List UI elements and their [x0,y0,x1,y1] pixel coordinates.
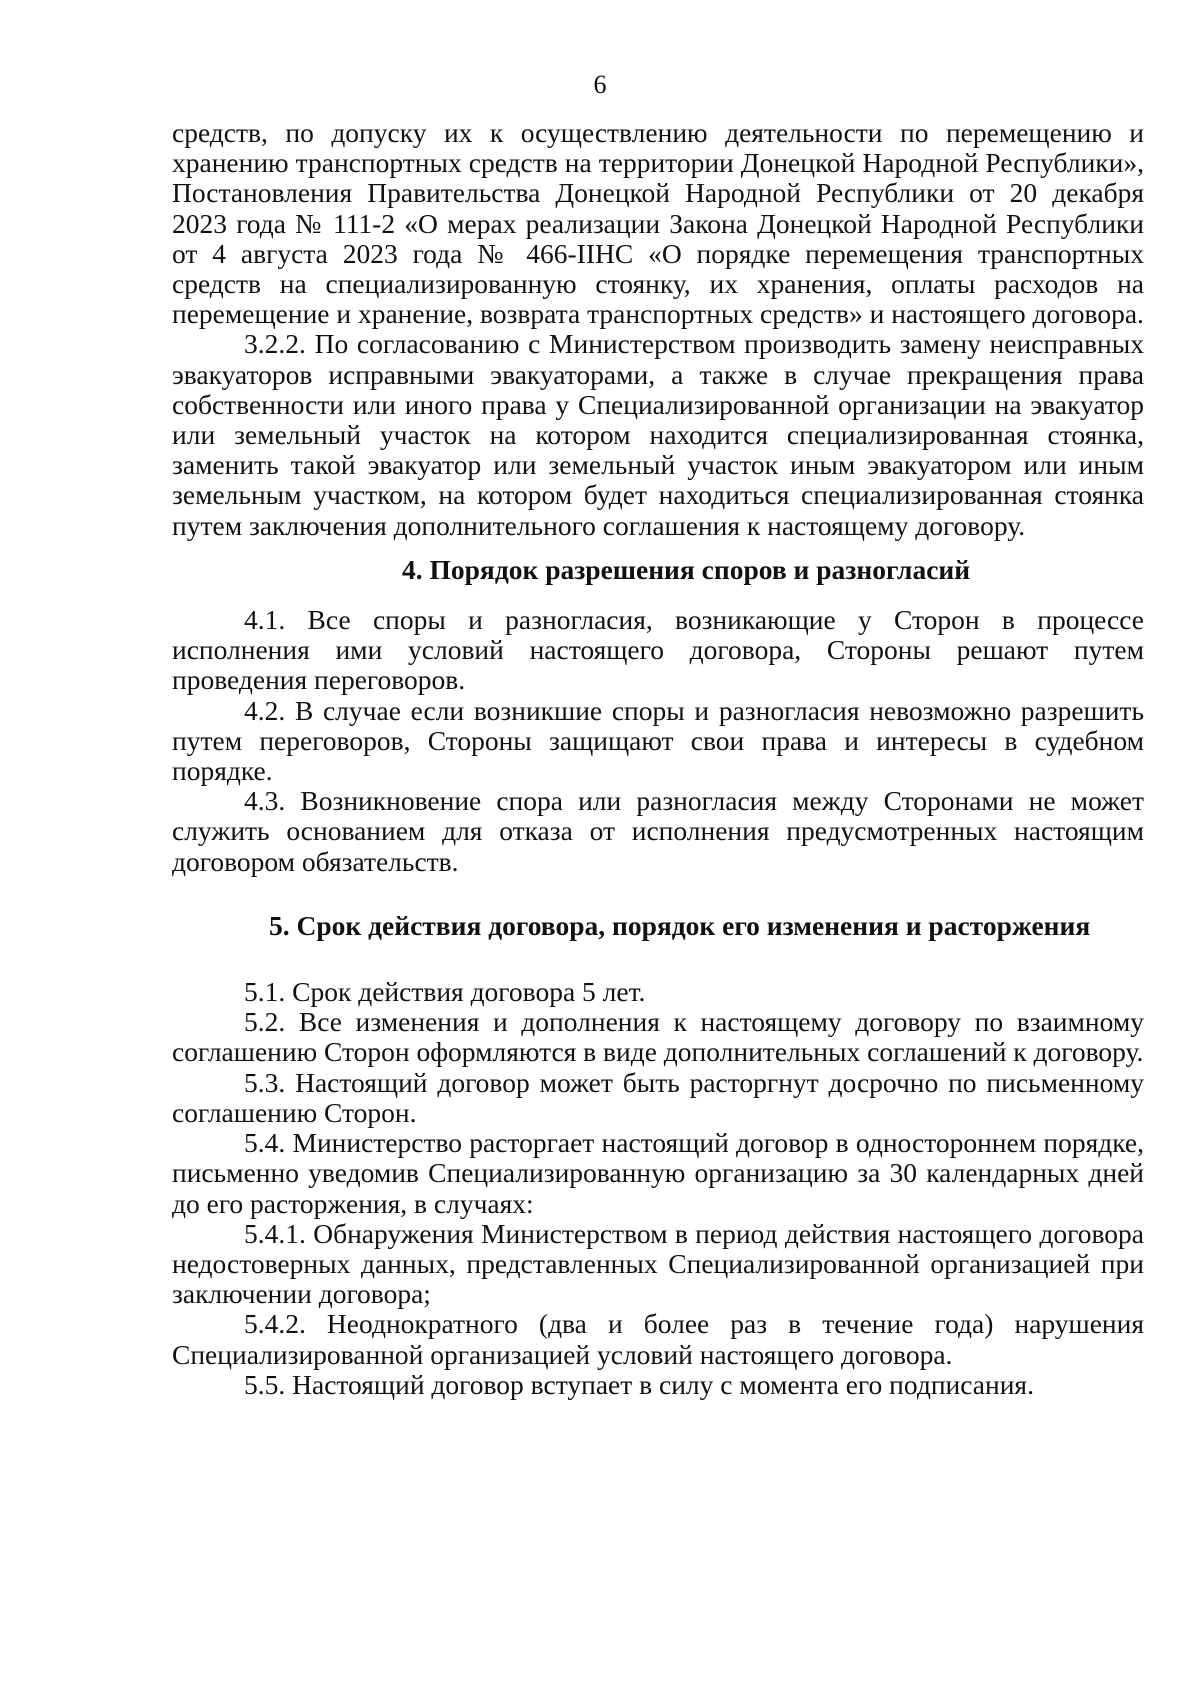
clause-5-2: 5.2. Все изменения и дополнения к настоящему договору по взаимному соглашению Сторон оформляются в виде дополнительных соглашений к договору. [172,1006,1144,1068]
document-body [172,118,1144,1400]
clause-5-4: 5.4. Министерство расторгает настоящий договор в одностороннем порядке, письменно уведомив Специализированную организацию за 30 календарных дней до его расторжения, в случаях: [172,1127,1144,1219]
clause-5-4-1: 5.4.1. Обнаружения Министерством в период действия настоящего договора недостоверных данных, представленных Специализированной организацией при заключении договора; [172,1217,1144,1310]
clause-3-2-2: 3.2.2. По согласованию с Министерством производить замену неисправных эвакуаторов исправными эвакуаторами, а также в случае прекращения права собственности или иного права у Специализированной организации на эвакуатор или земельный участок на котором находится специализированная стоянка, заменить такой эвакуатор или земельный участок иным эвакуатором или иным земельным участком, на котором будет находиться специализированная стоянка путем заключения дополнительного соглашения к настоящему договору. [172,328,1144,541]
section-5-heading: 5. Срок действия договора, порядок его изменения и расторжения [269,909,1091,941]
clause-5-1: 5.1. Срок действия договора 5 лет. [244,976,646,1008]
clause-5-3: 5.3. Настоящий договор может быть расторгнут досрочно по письменному соглашению Сторон. [172,1066,1144,1128]
section-4-heading: 4. Порядок разрешения споров и разногласий [402,553,971,585]
intro-paragraph: средств, по допуску их к осуществлению деятельности по перемещению и хранению транспортных средств на территории Донецкой Народной Республики», Постановления Правительства Донецкой Народной Республики от 20 декабря 2023 года № 111-2 «О мерах реализации Закона Донецкой Народной Республики от 4 августа 2023 года № 466-IIНС «О порядке перемещения транспортных средств на специализированную стоянку, их хранения, оплаты расходов на перемещение и хранение, возврата транспортных средств» и настоящего договора. [172,117,1144,330]
clause-4-3: 4.3. Возникновение спора или разногласия между Сторонами не может служить основанием для отказа от исполнения предусмотренных настоящим договором обязательств. [172,785,1144,877]
clause-5-5: 5.5. Настоящий договор вступает в силу с момента его подписания. [244,1368,1034,1400]
clause-4-2: 4.2. В случае если возникшие споры и разногласия невозможно разрешить путем переговоров, Стороны защищают свои права и интересы в судебном порядке. [172,694,1144,787]
clause-4-1: 4.1. Все споры и разногласия, возникающие у Сторон в процессе исполнения ими условий настоящего договора, Стороны решают путем проведения переговоров. [172,604,1144,696]
clause-5-4-2: 5.4.2. Неоднократного (два и более раз в течение года) нарушения Специализированной организацией условий настоящего договора. [172,1308,1144,1370]
page-number: 6 [593,70,607,99]
